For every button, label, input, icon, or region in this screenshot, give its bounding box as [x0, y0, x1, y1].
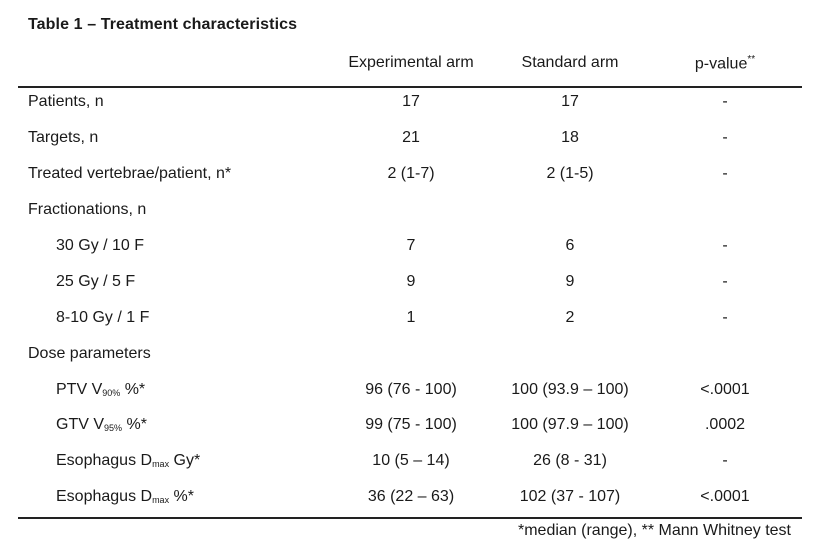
cell-p-value: - [722, 452, 728, 469]
table-row [0, 233, 823, 269]
table-row [0, 305, 823, 341]
cell-experimental: 96 (76 - 100) [365, 381, 457, 398]
row-label-sub: max [152, 495, 170, 505]
cell-standard: 17 [561, 93, 579, 110]
cell-experimental: 10 (5 – 14) [372, 452, 450, 469]
row-label: 25 Gy / 5 F [56, 273, 136, 290]
row-label-tail: %* [122, 416, 147, 433]
row-label-sub: 95% [104, 423, 123, 433]
cell-standard: 100 (97.9 – 100) [511, 416, 629, 433]
row-label-tail: %* [120, 381, 146, 398]
header-p-value-mark: ** [747, 54, 756, 65]
row-label-tail: Gy* [169, 452, 201, 469]
row-label-tail: %* [169, 488, 194, 505]
table-row [0, 197, 823, 233]
cell-p-value: <.0001 [700, 488, 750, 505]
cell-standard: 100 (93.9 – 100) [511, 381, 629, 398]
cell-experimental: 7 [406, 237, 416, 254]
cell-experimental: 21 [402, 129, 420, 146]
cell-p-value: - [722, 129, 728, 146]
row-label: Patients, n [28, 93, 104, 110]
cell-standard: 2 (1-5) [546, 165, 594, 182]
table-row [0, 448, 823, 484]
section-label: Fractionations, n [28, 201, 147, 218]
cell-standard: 102 (37 - 107) [519, 488, 621, 505]
row-label-sub: 90% [102, 388, 121, 398]
cell-experimental: 17 [402, 93, 420, 110]
cell-experimental: 36 (22 – 63) [367, 488, 455, 505]
row-label: 30 Gy / 10 F [56, 237, 145, 254]
cell-p-value: - [722, 273, 728, 290]
row-label: 8-10 Gy / 1 F [56, 309, 150, 326]
table-row [0, 269, 823, 305]
table-row [0, 341, 823, 377]
row-label [56, 377, 145, 406]
cell-p-value: - [722, 93, 728, 110]
row-label: Targets, n [28, 129, 99, 146]
cell-p-value: <.0001 [700, 381, 750, 398]
header-p-value [670, 54, 780, 73]
cell-standard: 26 (8 - 31) [533, 452, 607, 469]
row-label: Treated vertebrae/patient, n* [28, 165, 232, 182]
row-label-main: GTV V [56, 416, 105, 433]
table-title: Table 1 – Treatment characteristics [28, 16, 298, 33]
cell-standard: 2 [565, 309, 575, 326]
cell-standard: 6 [565, 237, 575, 254]
table-row [0, 161, 823, 197]
header-p-value-label: p-value [694, 55, 748, 73]
cell-experimental: 9 [406, 273, 416, 290]
table-row [0, 484, 823, 520]
row-label-main: Esophagus D [56, 488, 153, 505]
cell-p-value: .0002 [704, 416, 746, 433]
cell-p-value: - [722, 237, 728, 254]
row-label-main: PTV V [56, 381, 103, 398]
header-rule [18, 86, 802, 88]
row-label-main: Esophagus D [56, 452, 153, 469]
table-row [0, 89, 823, 125]
table-row [0, 412, 823, 448]
table-row [0, 125, 823, 161]
table-footnote: *median (range), ** Mann Whitney test [517, 522, 791, 539]
cell-experimental: 1 [406, 309, 416, 326]
row-label [56, 412, 147, 441]
cell-standard: 18 [561, 129, 579, 146]
header-experimental-arm: Experimental arm [348, 54, 474, 71]
table-row [0, 377, 823, 413]
cell-experimental: 2 (1-7) [387, 165, 435, 182]
bottom-rule [18, 517, 802, 519]
row-label [56, 448, 200, 477]
cell-p-value: - [722, 309, 728, 326]
header-standard-arm: Standard arm [521, 54, 619, 71]
cell-p-value: - [722, 165, 728, 182]
row-label [56, 484, 194, 513]
cell-standard: 9 [565, 273, 575, 290]
cell-experimental: 99 (75 - 100) [365, 416, 457, 433]
section-label: Dose parameters [28, 345, 151, 362]
row-label-sub: max [152, 459, 170, 469]
